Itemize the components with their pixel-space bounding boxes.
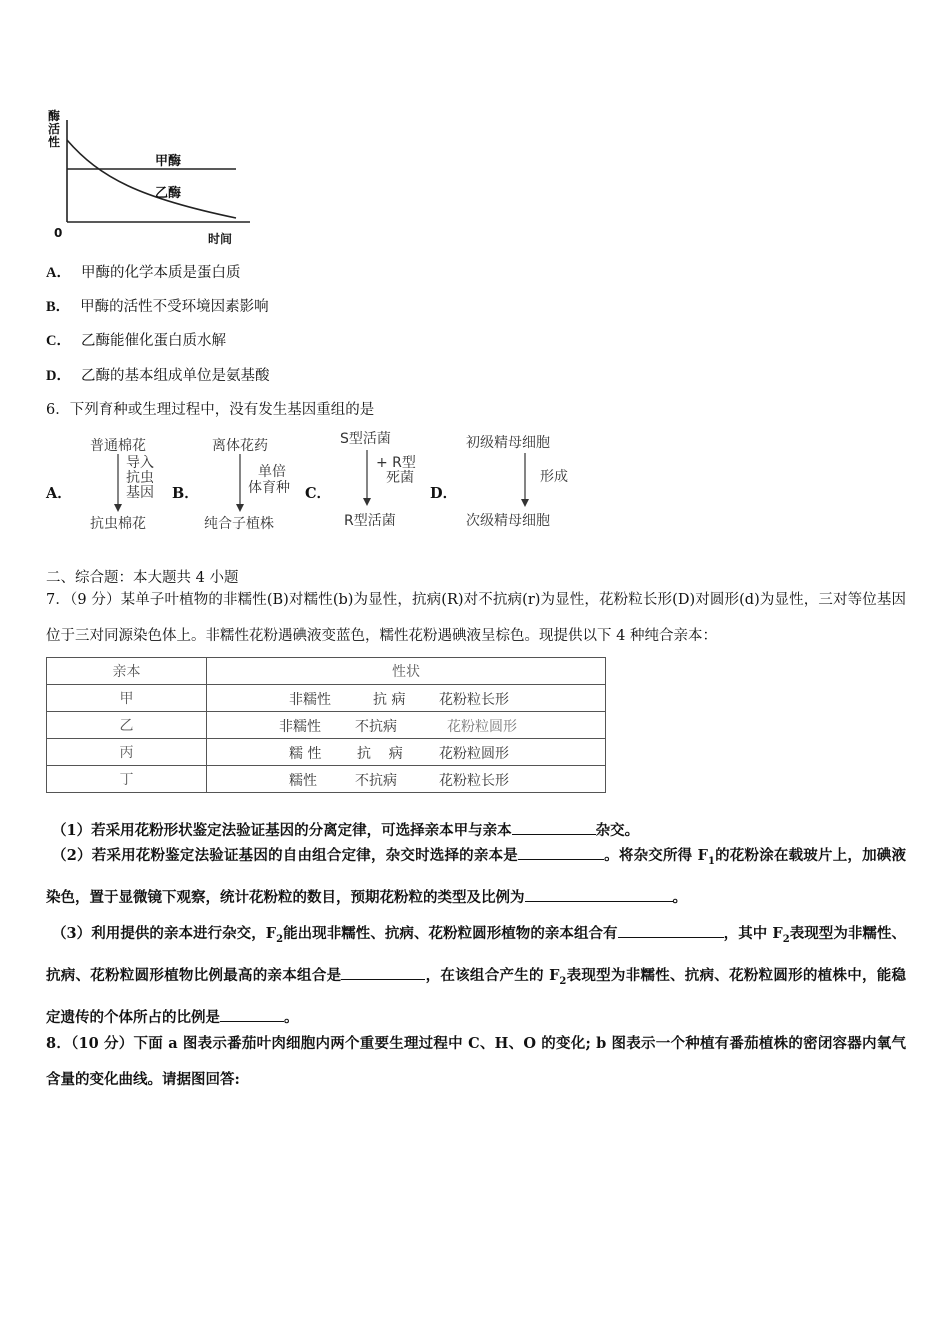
q6-b-top: 离体花药 [212, 438, 268, 454]
trait-cell: 非糯性 [289, 692, 331, 708]
q6-b-mid: 单倍 体育种 [248, 464, 290, 496]
parent-cell: 丙 [47, 739, 207, 766]
q6-label-c: C． [305, 485, 332, 502]
enzyme-graph-svg [40, 108, 260, 248]
trait-cell: 不抗病 [355, 719, 397, 735]
q6-c-bottom: R型活菌 [344, 513, 396, 529]
q6-a-arrow-icon [113, 454, 123, 514]
enzyme-a-label: 甲酶 [155, 154, 182, 169]
q6-label-a: A． [46, 485, 72, 502]
q6-c-top: S型活菌 [340, 431, 391, 447]
trait-cell: 不抗病 [355, 773, 397, 789]
parent-cell: 丁 [47, 766, 207, 793]
answer-blank[interactable] [525, 887, 673, 902]
q6-d-mid: 形成 [540, 469, 568, 485]
q6-a-bottom: 抗虫棉花 [90, 516, 146, 532]
table-row [47, 739, 606, 766]
table-header: 亲本 [47, 658, 207, 685]
table-row [47, 766, 606, 793]
q5-option-c: C． 乙酶能催化蛋白质水解 [46, 333, 226, 349]
origin-label: 0 [54, 226, 63, 240]
parent-traits-table [46, 657, 606, 793]
q6-d-arrow-icon [520, 453, 530, 511]
q6-b-bottom: 纯合子植株 [204, 516, 274, 532]
answer-blank[interactable] [518, 845, 604, 860]
answer-blank[interactable] [220, 1007, 284, 1022]
answer-blank[interactable] [618, 923, 724, 938]
trait-cell: 花粉粒长形 [439, 773, 509, 789]
q7-part-3: （3）利用提供的亲本进行杂交，$F_2$能出现非糯性、抗病、花粉粒圆形植物的亲本组合有 ，其中 $F_2$表现型为非糯性、抗病、花粉粒圆形植物比例最高的亲本组合是 ，在该组合产生的 $F_2$表现型为非糯性、抗病、花粉粒圆形的植株中，能稳定遗传的个体所占的比例是 。 [46, 925, 907, 1026]
parent-cell: 乙 [47, 712, 207, 739]
q5-option-b: B． 甲酶的活性不受环境因素影响 [46, 299, 269, 315]
q6-a-mid: 导入 抗虫 基因 [126, 455, 154, 501]
trait-cell: 花粉粒圆形 [447, 719, 517, 735]
parent-cell: 甲 [47, 685, 207, 712]
q6-d-bottom: 次级精母细胞 [466, 513, 550, 529]
q6-label-b: B． [172, 485, 199, 502]
trait-cell: 糯 性 [289, 746, 322, 762]
q7-part-1: （1）若采用花粉形状鉴定法验证基因的分离定律，可选择亲本甲与亲本 杂交。 [52, 822, 640, 839]
trait-cell: 抗 病 [357, 746, 403, 762]
q6-label-d: D． [430, 485, 458, 502]
table-header-row [47, 658, 606, 685]
table-row [47, 712, 606, 739]
answer-blank[interactable] [341, 965, 425, 980]
trait-cell: 花粉粒圆形 [439, 746, 509, 762]
table-row [47, 685, 606, 712]
trait-cell: 花粉粒长形 [439, 692, 509, 708]
curve-enzyme-b [67, 140, 236, 218]
q6-a-top: 普通棉花 [90, 438, 146, 454]
q5-option-a: A． 甲酶的化学本质是蛋白质 [46, 265, 241, 281]
q6-stem: 6．下列育种或生理过程中，没有发生基因重组的是 [46, 402, 375, 418]
answer-blank[interactable] [512, 820, 596, 835]
q6-c-mid: + R型 死菌 [376, 455, 416, 486]
q5-option-d: D． 乙酶的基本组成单位是氨基酸 [46, 368, 270, 384]
trait-cell: 糯性 [289, 773, 317, 789]
trait-cell: 抗 病 [373, 692, 406, 708]
x-axis-label: 时间 [208, 232, 233, 246]
y-axis-label: 酶 活 性 [48, 109, 61, 149]
q6-c-arrow-icon [362, 450, 372, 510]
q7-part-2: （2）若采用花粉鉴定法验证基因的自由组合定律，杂交时选择的亲本是 。将杂交所得 $F_1$的花粉涂在载玻片上，加碘液染色，置于显微镜下观察，统计花粉粒的数目，预期花粉粒的类型及比例为 。 [46, 847, 907, 906]
enzyme-b-label: 乙酶 [155, 186, 182, 201]
trait-cell: 非糯性 [279, 719, 321, 735]
table-header: 性状 [207, 658, 606, 685]
q7-stem: 7．（9 分）某单子叶植物的非糯性(B)对糯性(b)为显性，抗病(R)对不抗病(r)为显性，花粉粒长形(D)对圆形(d)为显性，三对等位基因位于三对同源染色体上。非糯性花粉遇碘液变蓝色，糯性花粉遇碘液呈棕色。现提供以下 4 种纯合亲本： [46, 592, 906, 644]
q8-stem: 8．（10 分）下面 a 图表示番茄叶肉细胞内两个重要生理过程中 C、H、O 的变化; b 图表示一个种植有番茄植株的密闭容器内氧气含量的变化曲线。请据图回答: [46, 1035, 906, 1088]
q6-d-top: 初级精母细胞 [466, 435, 550, 451]
section-title: 二、综合题：本大题共 4 小题 [46, 570, 239, 586]
q6-b-arrow-icon [235, 454, 245, 514]
